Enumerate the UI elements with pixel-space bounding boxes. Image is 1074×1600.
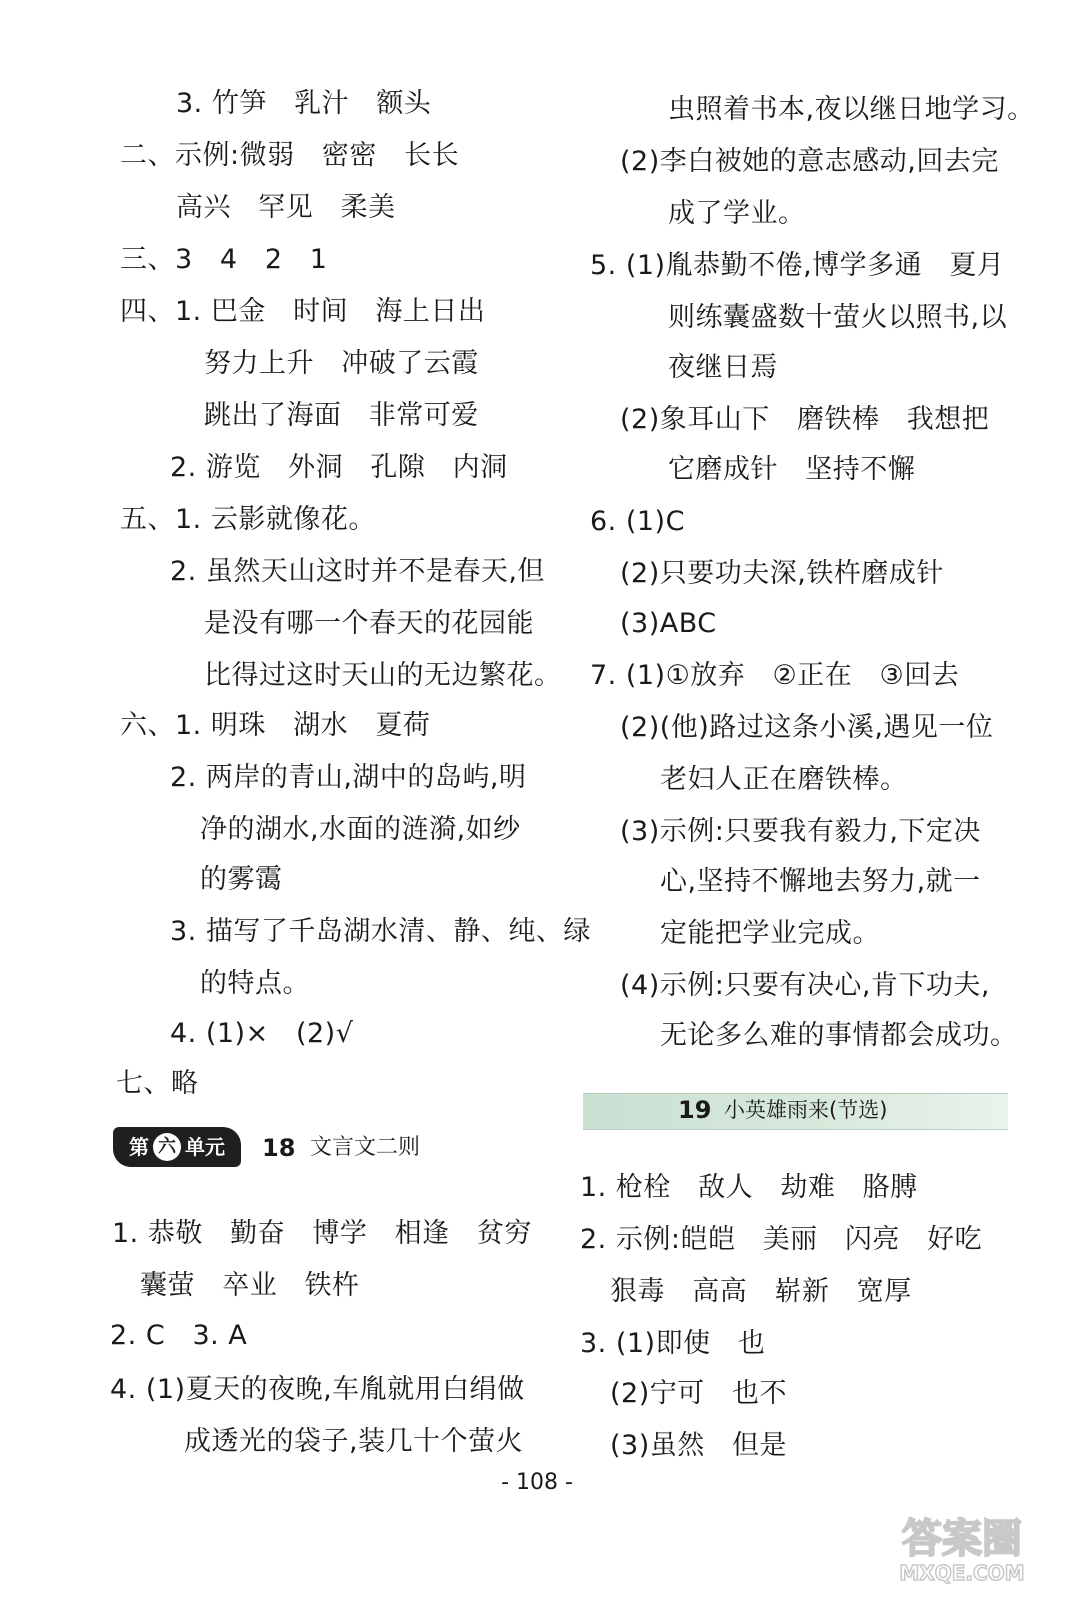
left-answer-line: 跳出了海面 非常可爱	[204, 400, 479, 431]
right-answer-line: (4)示例:只要有决心,肯下功夫,	[620, 970, 991, 1001]
left-answer-line: 4. (1)× (2)√	[170, 1018, 354, 1049]
right-answer-line: 3. (1)即使 也	[580, 1328, 766, 1359]
right-answer-line: 成了学业。	[668, 198, 806, 229]
right-answer-line: 则练囊盛数十萤火以照书,以	[668, 302, 1008, 333]
left-answer-line: 2. 两岸的青山,湖中的岛屿,明	[170, 762, 527, 793]
unit-prefix: 第	[129, 1135, 149, 1159]
lesson-19-title: 小英雄雨来(节选)	[724, 1098, 888, 1122]
left-answer-line: 的特点。	[200, 968, 310, 999]
right-answer-line: (3)ABC	[620, 608, 717, 639]
right-answer-line: 定能把学业完成。	[660, 918, 880, 949]
right-answer-line: (3)示例:只要我有毅力,下定决	[620, 816, 981, 847]
right-answer-line: 虫照着书本,夜以继日地学习。	[668, 94, 1035, 125]
left-answer-line: 六、1. 明珠 湖水 夏荷	[120, 710, 431, 741]
right-answer-line: 心,坚持不懈地去努力,就一	[660, 866, 981, 897]
right-answer-line: 1. 枪栓 敌人 劫难 胳膊	[580, 1172, 918, 1203]
right-answer-line: 7. (1)①放弃 ②正在 ③回去	[590, 660, 960, 691]
right-answer-line: 它磨成针 坚持不懈	[668, 454, 916, 485]
right-answer-line: (2)(他)路过这条小溪,遇见一位	[620, 712, 994, 743]
watermark-domain: MXQE.COM	[899, 1561, 1025, 1585]
right-answer-line: 狠毒 高高 崭新 宽厚	[610, 1276, 912, 1307]
right-answer-line: 夜继日焉	[668, 352, 778, 383]
left-answer-line: 七、略	[116, 1068, 199, 1099]
left-answer-line: 3. 竹笋 乳汁 额头	[176, 88, 432, 119]
left-answer-line: 2. C 3. A	[110, 1320, 248, 1351]
left-answer-line: 五、1. 云影就像花。	[120, 504, 376, 535]
left-answer-line: 的雾霭	[200, 864, 283, 895]
left-answer-line: 4. (1)夏天的夜晚,车胤就用白绢做	[110, 1374, 525, 1405]
left-answer-line: 比得过这时天山的无边繁花。	[204, 660, 562, 691]
right-answer-line: (2)象耳山下 磨铁棒 我想把	[620, 404, 990, 435]
lesson-18-title: 文言文二则	[310, 1135, 421, 1160]
right-answer-line: 5. (1)胤恭勤不倦,博学多通 夏月	[590, 250, 1005, 281]
left-answer-line: 努力上升 冲破了云霞	[204, 348, 479, 379]
left-answer-line: 二、示例:微弱 密密 长长	[120, 140, 460, 171]
left-answer-line: 3. 描写了千岛湖水清、静、纯、绿	[170, 916, 591, 947]
left-answer-line: 1. 恭敬 勤奋 博学 相逢 贫穷	[112, 1218, 532, 1249]
watermark-logo	[882, 1506, 1042, 1586]
left-answer-line: 高兴 罕见 柔美	[176, 192, 396, 223]
left-answer-line: 是没有哪一个春天的花园能	[204, 608, 534, 639]
right-answer-line: (2)宁可 也不	[610, 1378, 787, 1409]
lesson-18-number: 18	[262, 1134, 296, 1162]
left-answer-line: 2. 虽然天山这时并不是春天,但	[170, 556, 545, 587]
left-answer-line: 净的湖水,水面的涟漪,如纱	[200, 814, 521, 845]
left-answer-line: 2. 游览 外洞 孔隙 内洞	[170, 452, 508, 483]
page-number: - 108 -	[501, 1470, 573, 1495]
right-answer-line: 6. (1)C	[590, 506, 685, 537]
unit-number: 六	[153, 1133, 181, 1161]
right-answer-line: (2)只要功夫深,铁杵磨成针	[620, 558, 944, 589]
right-answer-line: 2. 示例:皑皑 美丽 闪亮 好吃	[580, 1224, 983, 1255]
unit-suffix: 单元	[185, 1135, 225, 1159]
left-answer-line: 三、3 4 2 1	[120, 244, 328, 275]
left-answer-line: 四、1. 巴金 时间 海上日出	[120, 296, 486, 327]
right-answer-line: (2)李白被她的意志感动,回去完	[620, 146, 999, 177]
right-answer-line: 老妇人正在磨铁棒。	[660, 764, 908, 795]
watermark-text: 答案圈	[902, 1516, 1022, 1562]
right-answer-line: 无论多么难的事情都会成功。	[660, 1020, 1018, 1051]
lesson-19-number: 19	[678, 1096, 712, 1124]
right-answer-line: (3)虽然 但是	[610, 1430, 787, 1461]
left-answer-line: 成透光的袋子,装几十个萤火	[184, 1426, 524, 1457]
unit-badge	[113, 1127, 241, 1167]
left-answer-line: 囊萤 卒业 铁杵	[140, 1270, 360, 1301]
